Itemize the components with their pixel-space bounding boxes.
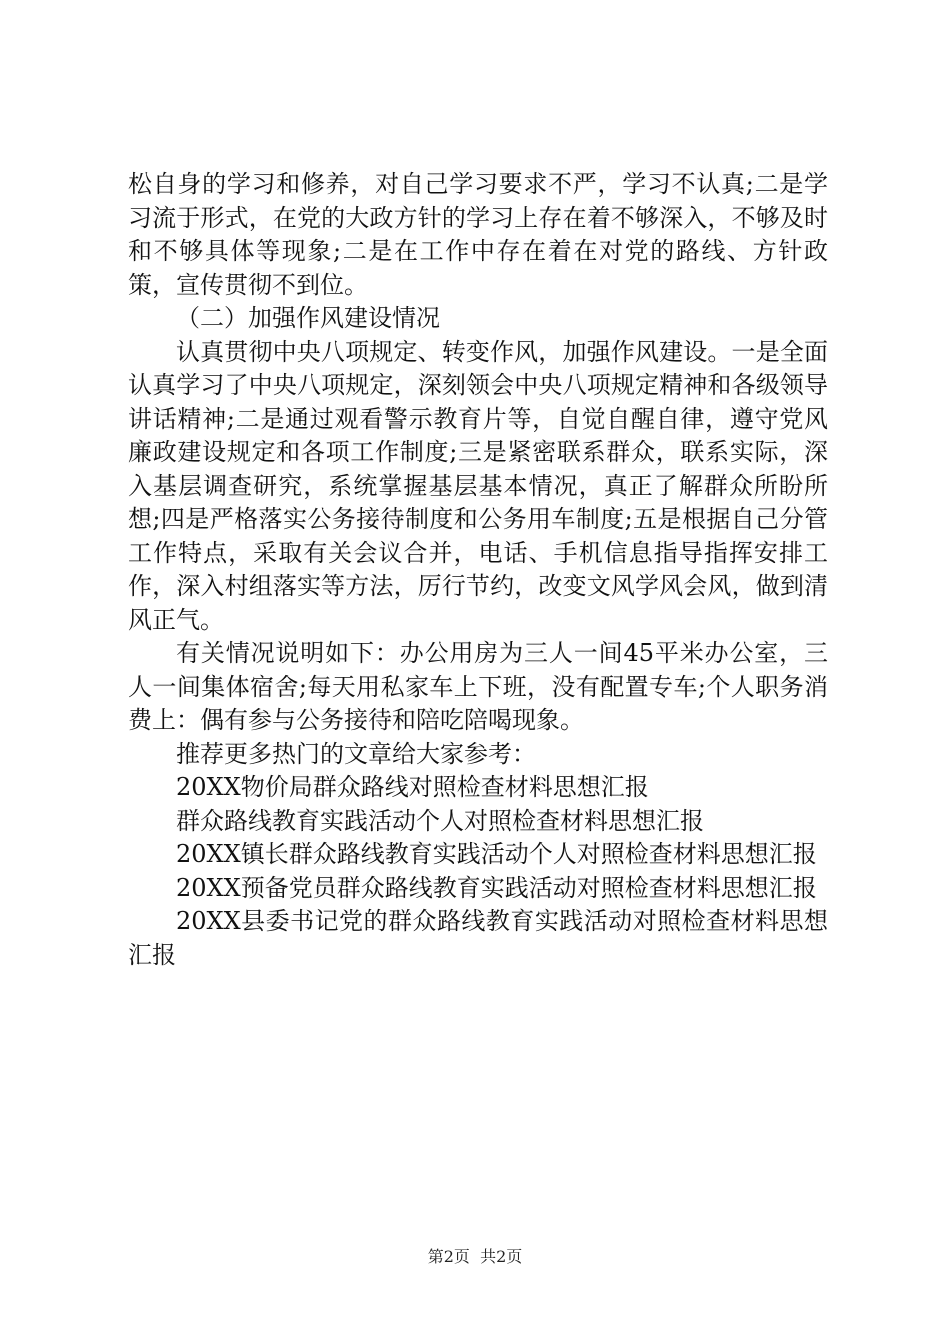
paragraph-situation-notes: 有关情况说明如下：办公用房为三人一间45平米办公室，三人一间集体宿舍;每天用私家车上下班，没有配置专车;个人职务消费上：偶有参与公务接待和陪吃陪喝现象。	[128, 639, 828, 734]
recommended-article-2: 群众路线教育实践活动个人对照检查材料思想汇报	[176, 806, 704, 835]
section-heading-work-style: （二）加强作风建设情况	[176, 304, 440, 332]
recommended-article-3: 20XX镇长群众路线教育实践活动个人对照检查材料思想汇报	[176, 840, 817, 868]
document-body	[128, 168, 828, 972]
page-number-footer: 第2页 共2页	[427, 1247, 523, 1266]
recommended-article-4: 20XX预备党员群众路线教育实践活动对照检查材料思想汇报	[176, 873, 817, 902]
paragraph-eight-regulations: 认真贯彻中央八项规定、转变作风，加强作风建设。一是全面认真学习了中央八项规定，深刻领会中央八项规定精神和各级领导讲话精神;二是通过观看警示教育片等，自觉自醒自律，遵守党风廉政建设规定和各项工作制度;三是紧密联系群众，联系实际，深入基层调查研究，系统掌握基层基本情况，真正了解群众所盼所想;四是严格落实公务接待制度和公务用车制度;五是根据自己分管工作特点，采取有关会议合并，电话、手机信息指导指挥安排工作，深入村组落实等方法，厉行节约，改变文风学风会风，做到清风正气。	[128, 337, 828, 634]
recommended-article-1: 20XX物价局群众路线对照检查材料思想汇报	[176, 773, 649, 801]
recommended-article-5: 20XX县委书记党的群众路线教育实践活动对照检查材料思想汇报	[128, 907, 828, 969]
paragraph-study-shortcomings: 松自身的学习和修养，对自己学习要求不严，学习不认真;二是学习流于形式，在党的大政方针的学习上存在着不够深入，不够及时和不够具体等现象;二是在工作中存在着在对党的路线、方针政策，宣传贯彻不到位。	[128, 170, 828, 299]
recommendation-intro: 推荐更多热门的文章给大家参考：	[176, 739, 536, 768]
